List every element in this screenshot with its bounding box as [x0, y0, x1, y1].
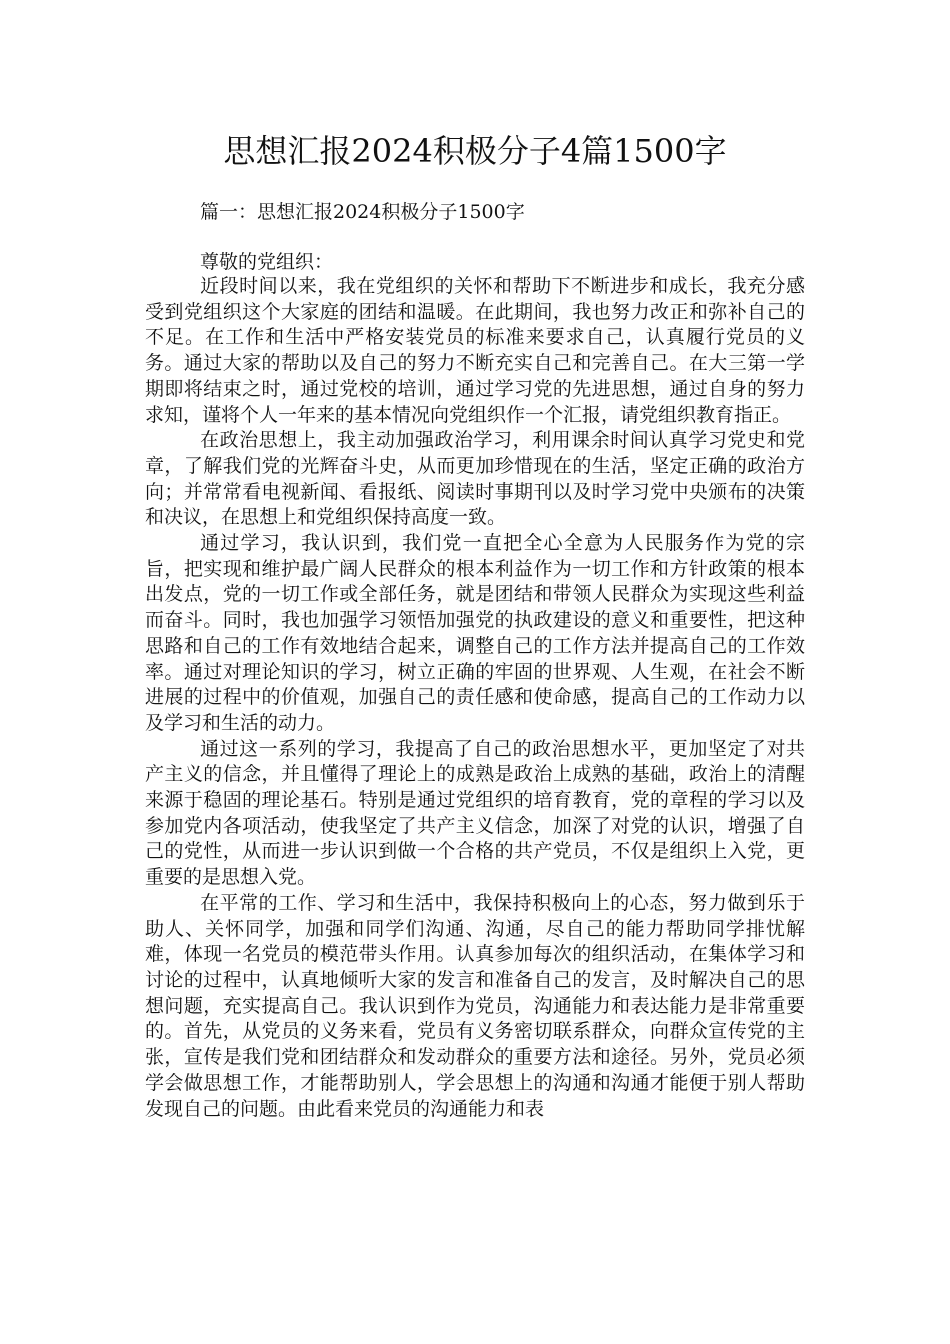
section-heading: 篇一：思想汇报2024积极分子1500字 [200, 201, 525, 223]
paragraph: 在平常的工作、学习和生活中，我保持积极向上的心态，努力做到乐于助人、关怀同学，加强和同学们沟通、沟通，尽自己的能力帮助同学排忧解难，体现一名党员的模范带头作用。认真参加每次的组织活动，在集体学习和讨论的过程中，认真地倾听大家的发言和准备自己的发言，及时解决自己的思想问题，充实提高自己。我认识到作为党员，沟通能力和表达能力是非常重要的。首先，从党员的义务来看，党员有义务密切联系群众，向群众宣传党的主张，宣传是我们党和团结群众和发动群众的重要方法和途径。另外，党员必须学会做思想工作，才能帮助别人，学会思想上的沟通和沟通才能便于别人帮助发现自己的问题。由此看来党员的沟通能力和表 [145, 891, 805, 1120]
paragraph: 通过这一系列的学习，我提高了自己的政治思想水平，更加坚定了对共产主义的信念，并且懂得了理论上的成熟是政治上成熟的基础，政治上的清醒来源于稳固的理论基石。特别是通过党组织的培育教育，党的章程的学习以及参加党内各项活动，使我坚定了共产主义信念，加深了对党的认识，增强了自己的党性，从而进一步认识到做一个合格的共产党员，不仅是组织上入党，更重要的是思想入党。 [145, 737, 805, 889]
paragraph: 通过学习，我认识到，我们党一直把全心全意为人民服务作为党的宗旨，把实现和维护最广阔人民群众的根本利益作为一切工作和方针政策的根本出发点，党的一切工作或全部任务，就是团结和带领人民群众为实现这些利益而奋斗。同时，我也加强学习领悟加强党的执政建设的意义和重要性，把这种思路和自己的工作有效地结合起来，调整自己的工作方法并提高自己的工作效率。通过对理论知识的学习，树立正确的牢固的世界观、人生观，在社会不断进展的过程中的价值观，加强自己的责任感和使命感，提高自己的工作动力以及学习和生活的动力。 [145, 532, 805, 734]
body-text [145, 274, 805, 1122]
paragraph: 近段时间以来，我在党组织的关怀和帮助下不断进步和成长，我充分感受到党组织这个大家庭的团结和温暖。在此期间，我也努力改正和弥补自己的不足。在工作和生活中严格安装党员的标准来要求自己，认真履行党员的义务。通过大家的帮助以及自己的努力不断充实自己和完善自己。在大三第一学期即将结束之时，通过党校的培训，通过学习党的先进思想，通过自身的努力求知，谨将个人一年来的基本情况向党组织作一个汇报，请党组织教育指正。 [145, 275, 805, 426]
paragraph: 在政治思想上，我主动加强政治学习，利用课余时间认真学习党史和党章，了解我们党的光辉奋斗史，从而更加珍惜现在的生活，坚定正确的政治方向；并常常看电视新闻、看报纸、阅读时事期刊以及时学习党中央颁布的决策和决议，在思想上和党组织保持高度一致。 [145, 429, 805, 529]
salutation: 尊敬的党组织： [200, 251, 334, 273]
document-title: 思想汇报2024积极分子4篇1500字 [223, 132, 727, 170]
